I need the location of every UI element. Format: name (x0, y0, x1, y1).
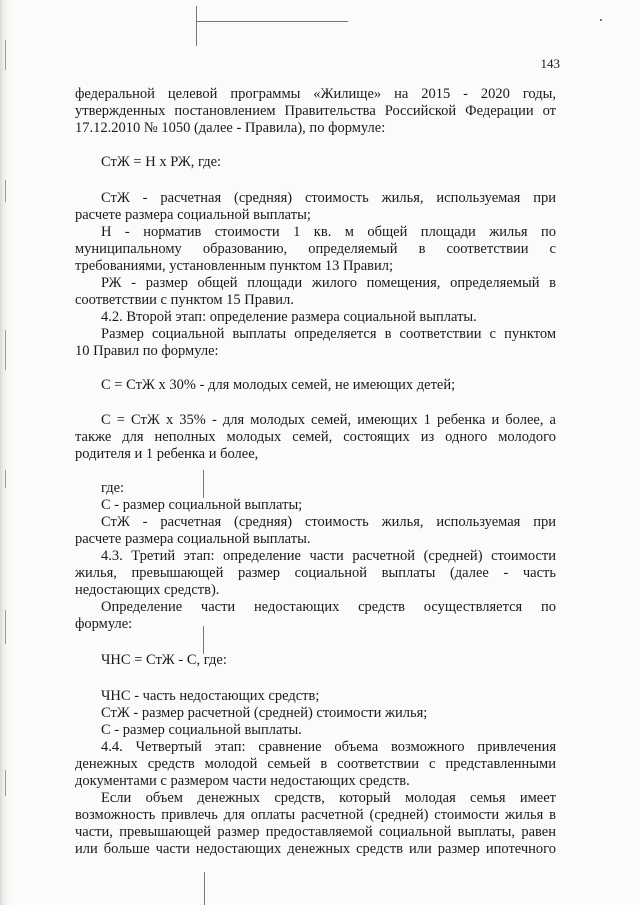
text-line: 10 Правил по формуле: (75, 343, 219, 359)
text-line: требованиями, установленным пунктом 13 Правил; (75, 258, 394, 274)
text-line: или больше части недостающих денежных средств или размер ипотечного (75, 841, 556, 857)
text-line: СтЖ - расчетная (средняя) стоимость жилья, используемая при (101, 514, 556, 530)
formula-line: С = СтЖ х 35% - для молодых семей, имеющих 1 ребенка и более, а (101, 412, 556, 428)
text-line: Н - норматив стоимости 1 кв. м общей площади жилья по (101, 224, 556, 240)
text-line: части, превышающей размер предоставляемой социальной выплаты, равен (75, 824, 556, 840)
text-line: недостающих средств). (75, 582, 220, 598)
page-number: 143 (540, 56, 560, 71)
formula-line: С = СтЖ х 30% - для молодых семей, не имеющих детей; (101, 377, 456, 393)
scan-artifact-line (196, 21, 348, 22)
scan-edge-mark (5, 470, 6, 488)
text-line: жилья, превышающей размер социальной выплаты (далее - часть (75, 565, 556, 581)
text-line: федеральной целевой программы «Жилище» на 2015 - 2020 годы, (75, 86, 556, 102)
scan-left-edge (0, 0, 14, 905)
text-line: СтЖ - размер расчетной (средней) стоимости жилья; (101, 705, 428, 721)
section-heading: 4.4. Четвертый этап: сравнение объема возможного привлечения (101, 739, 556, 755)
text-line: формуле: (75, 616, 133, 632)
scan-artifact-line (204, 872, 205, 905)
scan-edge-mark (5, 330, 6, 370)
text-line: родителя и 1 ребенка и более, (75, 446, 259, 462)
text-line: где: (101, 480, 125, 496)
text-line: расчете размера социальной выплаты. (75, 531, 311, 547)
text-line: документами с размером части недостающих средств. (75, 773, 410, 789)
section-heading: 4.2. Второй этап: определение размера социальной выплаты. (101, 309, 477, 325)
scan-edge-mark (5, 180, 6, 202)
text-line: также для неполных молодых семей, состоящих из одного молодого (75, 429, 556, 445)
text-line: 17.12.2010 № 1050 (далее - Правила), по формуле: (75, 120, 386, 136)
text-line: ЧНС - часть недостающих средств; (101, 688, 320, 704)
text-line: Размер социальной выплаты определяется в соответствии с пунктом (101, 326, 556, 342)
text-line: муниципальному образованию, определяемый в соответствии с (75, 241, 556, 257)
scan-artifact-line (196, 6, 197, 46)
text-line: утвержденных постановлением Правительства Российской Федерации от (75, 103, 556, 119)
section-heading: 4.3. Третий этап: определение части расчетной (средней) стоимости (101, 548, 556, 564)
text-line: С - размер социальной выплаты. (101, 722, 302, 738)
scan-edge-mark (5, 770, 6, 796)
scan-artifact-dot (600, 19, 602, 21)
text-line: возможность привлечь для оплаты расчетной (средней) стоимости жилья в (75, 807, 556, 823)
text-line: РЖ - размер общей площади жилого помещения, определяемый в (101, 275, 556, 291)
text-line: СтЖ - расчетная (средняя) стоимость жилья, используемая при (101, 190, 556, 206)
text-line: С - размер социальной выплаты; (101, 497, 303, 513)
formula-line: ЧНС = СтЖ - С, где: (101, 652, 227, 668)
text-line: Определение части недостающих средств осуществляется по (101, 599, 556, 615)
text-line: расчете размера социальной выплаты; (75, 207, 311, 223)
scan-edge-mark (5, 610, 6, 644)
text-line: денежных средств молодой семьей в соответствии с представленными (75, 756, 556, 772)
text-line: соответствии с пунктом 15 Правил. (75, 292, 294, 308)
scan-edge-mark (5, 40, 6, 70)
text-line: Если объем денежных средств, который молодая семья имеет (101, 790, 556, 806)
formula-line: СтЖ = Н х РЖ, где: (101, 154, 222, 170)
